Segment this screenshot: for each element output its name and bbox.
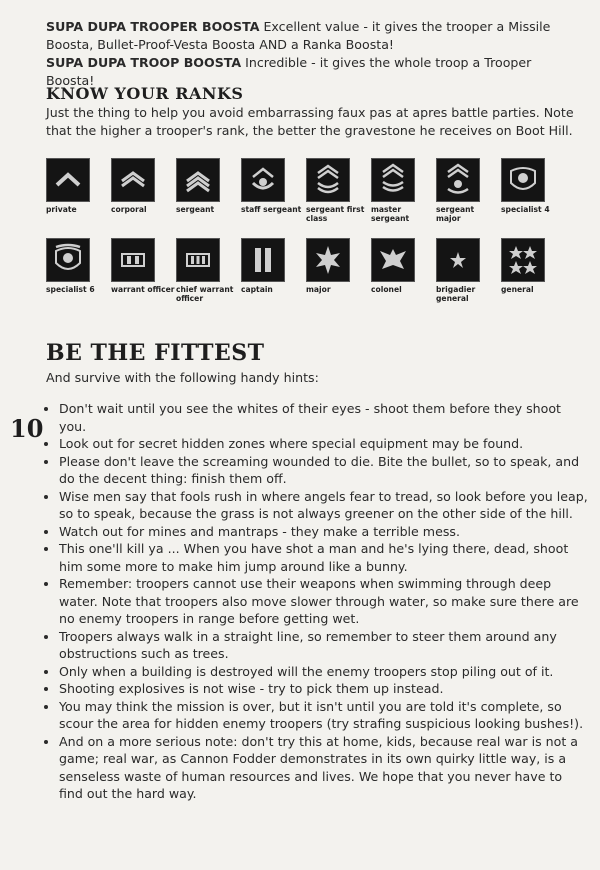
rank-badge bbox=[436, 158, 480, 202]
rank-badge bbox=[306, 158, 350, 202]
hint-item: • Watch out for mines and mantraps - they make a terrible mess. bbox=[59, 523, 589, 541]
troop-boosta-desc: Incredible - it gives the whole troop a Trooper Boosta! bbox=[46, 55, 532, 88]
rank-item bbox=[306, 238, 370, 294]
specialist-4-icon bbox=[506, 163, 540, 197]
hint-item: • Remember: troopers cannot use their weapons when swimming through deep water. Note that troopers also move slower through water, so make sure there are no enemy troopers in range before getting wet. bbox=[59, 575, 589, 628]
rank-label: staff sergeant bbox=[241, 205, 302, 214]
sergeant-first-class-icon bbox=[311, 163, 345, 197]
rank-label: sergeant first class bbox=[306, 205, 365, 223]
rank-label: captain bbox=[241, 285, 273, 294]
master-sergeant-icon bbox=[376, 163, 410, 197]
rank-item bbox=[111, 238, 175, 294]
hints-list bbox=[46, 400, 589, 803]
rank-badge bbox=[111, 238, 155, 282]
ranks-heading: KNOW YOUR RANKS bbox=[46, 84, 244, 103]
major-leaf-icon bbox=[311, 243, 345, 277]
sergeant-major-icon bbox=[441, 163, 475, 197]
hint-item: • Look out for secret hidden zones where special equipment may be found. bbox=[59, 435, 589, 453]
hint-item: • And on a more serious note: don't try this at home, kids, because real war is not a game; real war, as Cannon Fodder demonstrates in its own quirky little way, is a senseless waste of human resources and lives. We hope that you never have to find out the hard way. bbox=[59, 733, 589, 803]
rank-label: chief warrant officer bbox=[176, 285, 234, 303]
rank-label: brigadier general bbox=[436, 285, 476, 303]
staff-sergeant-icon bbox=[246, 163, 280, 197]
rank-item bbox=[436, 158, 500, 223]
hint-item: • You may think the mission is over, but it isn't until you are told it's complete, so scour the area for hidden enemy troopers (try strafing suspicious looking bushes!). bbox=[59, 698, 589, 733]
rank-label: master sergeant bbox=[371, 205, 410, 223]
brigadier-star-icon bbox=[441, 243, 475, 277]
rank-label: sergeant major bbox=[436, 205, 475, 223]
rank-item bbox=[241, 158, 305, 214]
rank-badge bbox=[111, 158, 155, 202]
rank-badge bbox=[46, 238, 90, 282]
chief-warrant-officer-icon bbox=[181, 243, 215, 277]
rank-label: general bbox=[501, 285, 534, 294]
rank-badge bbox=[241, 238, 285, 282]
rank-item bbox=[176, 238, 240, 303]
rank-badge bbox=[176, 238, 220, 282]
rank-label: specialist 4 bbox=[501, 205, 550, 214]
ranks-intro: Just the thing to help you avoid embarrassing faux pas at apres battle parties. Note that the higher a trooper's rank, the better the gravestone he receives on Boot Hill. bbox=[46, 105, 574, 138]
fittest-heading: BE THE FITTEST bbox=[46, 340, 265, 366]
rank-item bbox=[501, 158, 565, 214]
sergeant-chevron-icon bbox=[181, 163, 215, 197]
rank-item bbox=[371, 158, 435, 223]
hint-item: • Troopers always walk in a straight line, so remember to steer them around any obstructions such as trees. bbox=[59, 628, 589, 663]
fittest-intro: And survive with the following handy hints: bbox=[46, 370, 319, 385]
rank-item bbox=[371, 238, 435, 294]
specialist-6-icon bbox=[51, 243, 85, 277]
boosta-section bbox=[46, 18, 576, 90]
rank-item bbox=[46, 238, 110, 294]
rank-label: specialist 6 bbox=[46, 285, 95, 294]
hint-item: • Please don't leave the screaming wounded to die. Bite the bullet, so to speak, and do the decent thing: finish them off. bbox=[59, 453, 589, 488]
warrant-officer-icon bbox=[116, 243, 150, 277]
rank-badge bbox=[371, 158, 415, 202]
hint-item: • Wise men say that fools rush in where angels fear to tread, so look before you leap, so to speak, because the grass is not always greener on the other side of the hill. bbox=[59, 488, 589, 523]
rank-badge bbox=[501, 158, 545, 202]
rank-row-2 bbox=[46, 238, 566, 318]
rank-label: colonel bbox=[371, 285, 402, 294]
rank-label: corporal bbox=[111, 205, 147, 214]
rank-item bbox=[111, 158, 175, 214]
rank-item bbox=[241, 238, 305, 294]
troop-boosta-name: SUPA DUPA TROOP BOOSTA bbox=[46, 55, 242, 70]
private-chevron-icon bbox=[51, 163, 85, 197]
rank-item bbox=[46, 158, 110, 214]
hint-item: • Shooting explosives is not wise - try to pick them up instead. bbox=[59, 680, 589, 698]
rank-item bbox=[436, 238, 500, 303]
rank-label: sergeant bbox=[176, 205, 215, 214]
corporal-chevron-icon bbox=[116, 163, 150, 197]
hint-item: • This one'll kill ya ... When you have shot a man and he's lying there, dead, shoot him some more to make him jump around like a bunny. bbox=[59, 540, 589, 575]
rank-label: warrant officer bbox=[111, 285, 175, 294]
rank-badge bbox=[371, 238, 415, 282]
rank-badge bbox=[501, 238, 545, 282]
rank-badge bbox=[241, 158, 285, 202]
trooper-boosta-entry bbox=[46, 18, 576, 54]
rank-item bbox=[501, 238, 565, 294]
rank-item bbox=[176, 158, 240, 214]
hint-item: • Only when a building is destroyed will the enemy troopers stop piling out of it. bbox=[59, 663, 589, 681]
general-stars-icon bbox=[506, 243, 540, 277]
rank-item bbox=[306, 158, 370, 223]
hint-item: • Don't wait until you see the whites of their eyes - shoot them before they shoot you. bbox=[59, 400, 589, 435]
colonel-eagle-icon bbox=[376, 243, 410, 277]
rank-label: major bbox=[306, 285, 331, 294]
captain-bars-icon bbox=[246, 243, 280, 277]
trooper-boosta-name: SUPA DUPA TROOPER BOOSTA bbox=[46, 19, 260, 34]
rank-row-1 bbox=[46, 158, 566, 238]
trooper-boosta-desc: Excellent value - it gives the trooper a Missile Boosta, Bullet-Proof-Vesta Boosta AND a Ranka Boosta! bbox=[46, 19, 551, 52]
rank-label: private bbox=[46, 205, 77, 214]
rank-badge bbox=[306, 238, 350, 282]
rank-badge bbox=[436, 238, 480, 282]
rank-badge bbox=[176, 158, 220, 202]
page-number: 10 bbox=[10, 414, 44, 443]
rank-badge bbox=[46, 158, 90, 202]
